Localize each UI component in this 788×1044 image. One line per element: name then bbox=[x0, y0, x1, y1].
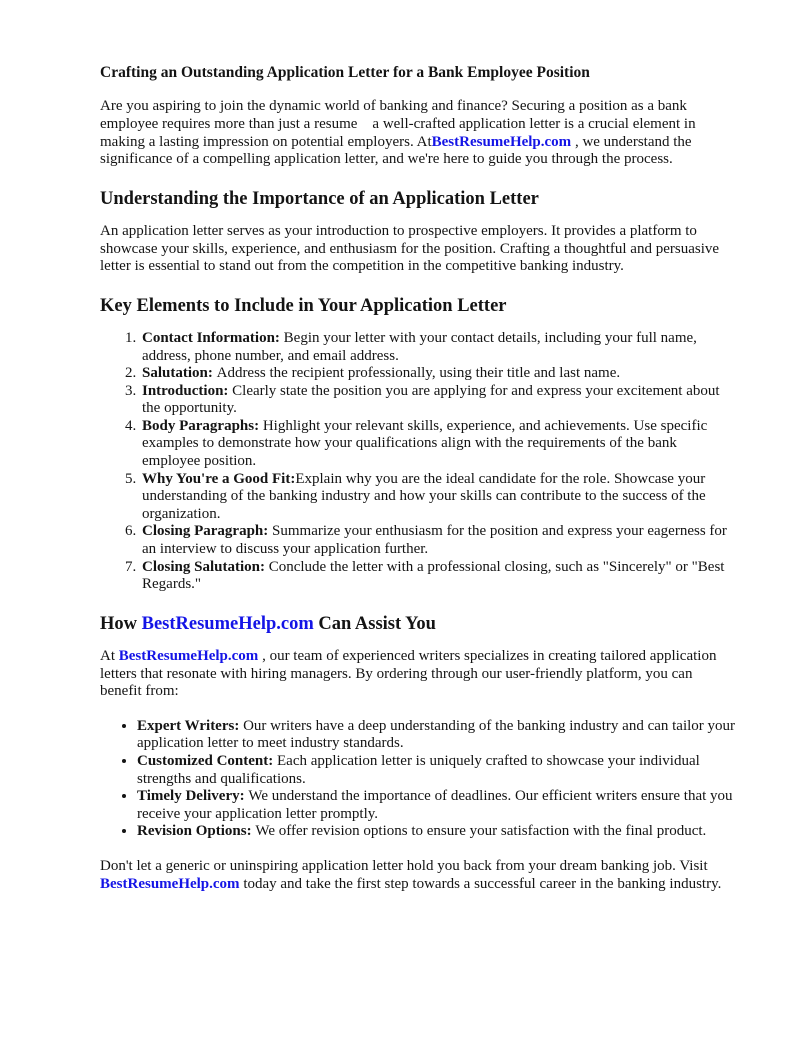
text-segment: Summarize your enthusiasm for the position and express your eagerness for an interview to discuss your application further. bbox=[142, 523, 727, 558]
bullet-item-timely-delivery bbox=[137, 788, 736, 823]
text-segment: Address the recipient professionally, using their title and last name. bbox=[216, 365, 621, 382]
text-segment: Expert Writers: bbox=[137, 717, 244, 734]
text-segment: Body Paragraphs: bbox=[142, 417, 263, 434]
text-segment: Explain why you are the ideal candidate for the role. Showcase your understanding of the banking industry and how your skills can contribute to the success of the organization. bbox=[142, 470, 706, 522]
text-segment: Contact Information: bbox=[142, 329, 284, 346]
text-segment: At bbox=[100, 648, 119, 664]
text-segment: We understand the importance of deadlines. Our efficient writers ensure that you receive your application letter promptly. bbox=[137, 788, 733, 822]
list-item-body-paragraphs bbox=[140, 418, 736, 471]
importance-paragraph: An application letter serves as your introduction to prospective employers. It provides a platform to showcase your skills, experience, and enthusiasm for the position. Crafting a thoughtful and persuasive letter is essential to stand out from the competition in the competitive banking industry. bbox=[100, 222, 720, 275]
assist-paragraph bbox=[100, 648, 736, 701]
closing-paragraph bbox=[100, 858, 736, 893]
text-segment: Each application letter is uniquely crafted to showcase your individual strengths and qualifications. bbox=[137, 752, 700, 787]
text-segment: Conclude the letter with a professional closing, such as "Sincerely" or "Best Regards." bbox=[142, 558, 725, 593]
text-segment: Begin your letter with your contact details, including your full name, address, phone number, and email address. bbox=[142, 329, 697, 364]
text-segment: Are you aspiring to join the dynamic world of banking and finance? Securing a position as a bank employee requires more than just a resume a well-crafted application letter is a crucial element in making a lasting impression on potential employers. At bbox=[100, 98, 696, 150]
text-segment: Customized Content: bbox=[137, 752, 277, 769]
text-segment: Closing Salutation: bbox=[142, 558, 269, 575]
bullet-item-revision-options bbox=[137, 823, 736, 841]
text-segment: , our team of experienced writers specializes in creating tailored application letters that resonate with hiring managers. By ordering through our user-friendly platform, you can benefit from: bbox=[100, 648, 717, 700]
list-item-salutation bbox=[140, 365, 736, 383]
text-segment: Introduction: bbox=[142, 382, 233, 399]
text-segment: We offer revision options to ensure your satisfaction with the final product. bbox=[255, 823, 707, 840]
benefits-list bbox=[100, 718, 736, 841]
text-segment: Why You're a Good Fit: bbox=[142, 470, 296, 487]
text-segment: Salutation: bbox=[142, 365, 217, 382]
list-item-closing-paragraph bbox=[140, 523, 736, 558]
text-segment: How bbox=[100, 613, 142, 634]
bullet-item-customized-content bbox=[137, 753, 736, 788]
text-segment: Our writers have a deep understanding of the banking industry and can tailor your application letter to meet industry standards. bbox=[137, 717, 736, 752]
list-item-closing-salutation bbox=[140, 559, 736, 594]
document-title: Crafting an Outstanding Application Letter for a Bank Employee Position bbox=[100, 64, 590, 81]
bestresumehelp-link[interactable]: BestResumeHelp.com bbox=[431, 133, 572, 150]
list-item-good-fit bbox=[140, 471, 736, 524]
intro-paragraph bbox=[100, 98, 736, 168]
text-segment: Revision Options: bbox=[137, 823, 256, 840]
bestresumehelp-link[interactable]: BestResumeHelp.com bbox=[100, 875, 240, 892]
list-item-introduction bbox=[140, 383, 736, 418]
text-segment: Can Assist You bbox=[313, 613, 436, 634]
heading-key-elements: Key Elements to Include in Your Application Letter bbox=[100, 295, 507, 316]
text-segment: Closing Paragraph: bbox=[142, 523, 273, 540]
key-elements-list bbox=[100, 330, 736, 594]
heading-assist bbox=[100, 613, 736, 635]
text-segment: Don't let a generic or uninspiring application letter hold you back from your dream banking job. Visit bbox=[100, 857, 708, 874]
text-segment: Clearly state the position you are applying for and express your excitement about the opportunity. bbox=[142, 382, 720, 417]
text-segment: Highlight your relevant skills, experience, and achievements. Use specific examples to demonstrate how your qualifications align with the requirements of the bank employee position. bbox=[142, 417, 708, 470]
text-segment: today and take the first step towards a successful career in the banking industry. bbox=[239, 875, 722, 892]
bestresumehelp-link[interactable]: BestResumeHelp.com bbox=[141, 613, 314, 634]
heading-importance: Understanding the Importance of an Application Letter bbox=[100, 188, 539, 209]
text-segment: Timely Delivery: bbox=[137, 788, 249, 805]
list-item-contact-information bbox=[140, 330, 736, 365]
text-segment: , we understand the significance of a compelling application letter, and we're here to guide you through the process. bbox=[100, 133, 692, 168]
bestresumehelp-link[interactable]: BestResumeHelp.com bbox=[118, 648, 259, 664]
bullet-item-expert-writers bbox=[137, 718, 736, 753]
